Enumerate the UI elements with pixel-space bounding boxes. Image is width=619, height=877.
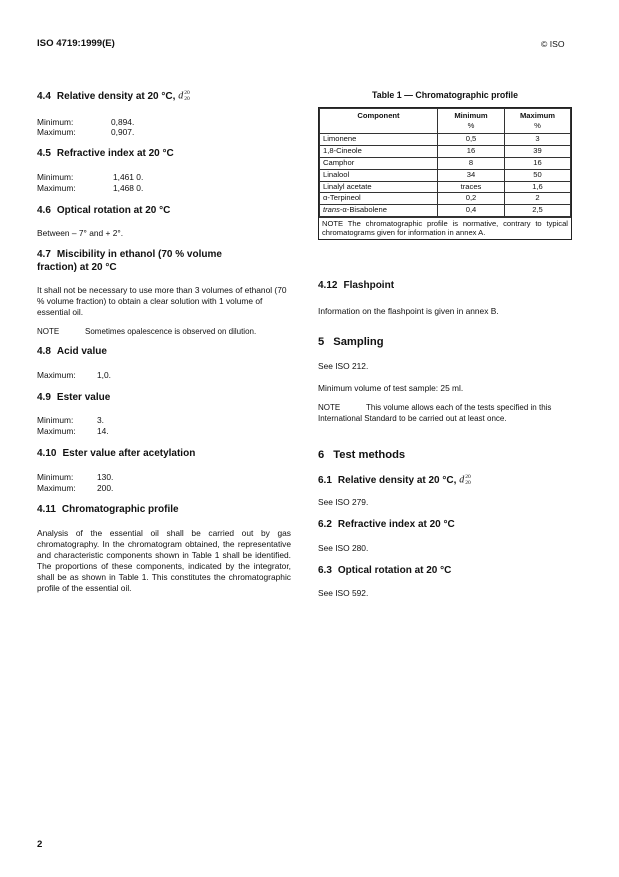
table-note: NOTE The chromatographic profile is normative, contrary to typical chromatograms given for information in annex A. — [319, 217, 571, 239]
table-row: Linalyl acetate traces 1,6 — [320, 181, 571, 193]
table-row: 1,8-Cineole 16 39 — [320, 146, 571, 158]
header-minimum: Minimum % — [438, 109, 505, 134]
header-maximum: Maximum % — [505, 109, 571, 134]
table-row: Linalool 34 50 — [320, 169, 571, 181]
flashpoint-text: Information on the flashpoint is given in annex B. — [318, 305, 499, 316]
ester-minimum: Minimum: 3. — [37, 415, 104, 426]
chromatographic-table — [318, 107, 572, 240]
miscibility-text: It shall not be necessary to use more than 3 volumes of ethanol (70 % volume fraction) to obtain a clear solution with 1 volume of essential oil. — [37, 285, 287, 317]
table-header-row — [320, 109, 571, 134]
section-4-10-heading: 4.10 Ester value after acetylation — [37, 448, 196, 460]
sampling-reference: See ISO 212. — [318, 361, 369, 372]
section-6-2-heading: 6.2 Refractive index at 20 °C — [318, 519, 455, 531]
relative-density-symbol: d 20 20 — [178, 90, 190, 102]
table-row: α-Terpineol 0,2 2 — [320, 193, 571, 205]
section-6-heading: 6 Test methods — [318, 449, 406, 462]
section-4-7-heading: 4.7 Miscibility in ethanol (70 % volume fraction) at 20 °C — [37, 249, 222, 273]
section-4-5-heading: 4.5 Refractive index at 20 °C — [37, 148, 174, 160]
test-optical-reference: See ISO 592. — [318, 588, 369, 598]
sampling-note: NOTE This volume allows each of the tests specified in this International Standard to be carried out at least once. — [318, 403, 552, 423]
section-4-9-heading: 4.9 Ester value — [37, 391, 111, 403]
table-row: Camphor 8 16 — [320, 158, 571, 170]
section-4-8-heading: 4.8 Acid value — [37, 346, 107, 358]
page-number: 2 — [37, 839, 43, 850]
section-4-4-heading: 4.4 Relative density at 20 °C, d 20 20 — [37, 90, 190, 103]
section-4-11-heading: 4.11 Chromatographic profile — [37, 504, 179, 516]
table-1-title: Table 1 — Chromatographic profile — [372, 90, 518, 100]
density-maximum: Maximum: 0,907. — [37, 127, 135, 138]
test-density-reference: See ISO 279. — [318, 497, 369, 508]
header-component: Component — [320, 109, 438, 134]
table-row: trans-α-Bisabolene 0,4 2,5 — [320, 205, 571, 217]
ester-maximum: Maximum: 14. — [37, 426, 109, 437]
chromatographic-profile-text: Analysis of the essential oil shall be carried out by gas chromatography. In the chromatogram obtained, the representative and characteristic components shown in Table 1 shall be identified. The proportions of these components, indicated by the integrator, shall be as shown in Table 1. This constitutes the chromatographic profile of the essential oil. — [37, 527, 291, 593]
optical-rotation-text: Between – 7° and + 2°. — [37, 228, 124, 239]
table-row: Limonene 0,5 3 — [320, 134, 571, 146]
copyright-notice: © ISO — [541, 39, 565, 49]
ester-acetylation-minimum: Minimum: 130. — [37, 471, 114, 482]
miscibility-note: NOTE Sometimes opalescence is observed on dilution. — [37, 326, 257, 336]
section-4-6-heading: 4.6 Optical rotation at 20 °C — [37, 204, 171, 216]
test-refractive-reference: See ISO 280. — [318, 542, 369, 553]
right-column — [318, 90, 572, 599]
acid-maximum: Maximum: 1,0. — [37, 369, 111, 380]
sampling-volume: Minimum volume of test sample: 25 ml. — [318, 383, 464, 394]
section-4-12-heading: 4.12 Flashpoint — [318, 280, 395, 292]
section-5-heading: 5 Sampling — [318, 335, 384, 348]
left-column — [37, 90, 291, 593]
relative-density-symbol: d 20 20 — [459, 473, 471, 486]
ester-acetylation-maximum: Maximum: 200. — [37, 482, 114, 493]
section-6-1-heading: 6.1 Relative density at 20 °C, d 20 20 — [318, 473, 471, 486]
refractive-maximum: Maximum: 1,468 0. — [37, 182, 144, 193]
refractive-minimum: Minimum: 1,461 0. — [37, 171, 144, 182]
density-minimum: Minimum: 0,894. — [37, 116, 135, 127]
document-id: ISO 4719:1999(E) — [37, 38, 115, 49]
section-6-3-heading: 6.3 Optical rotation at 20 °C — [318, 564, 452, 576]
